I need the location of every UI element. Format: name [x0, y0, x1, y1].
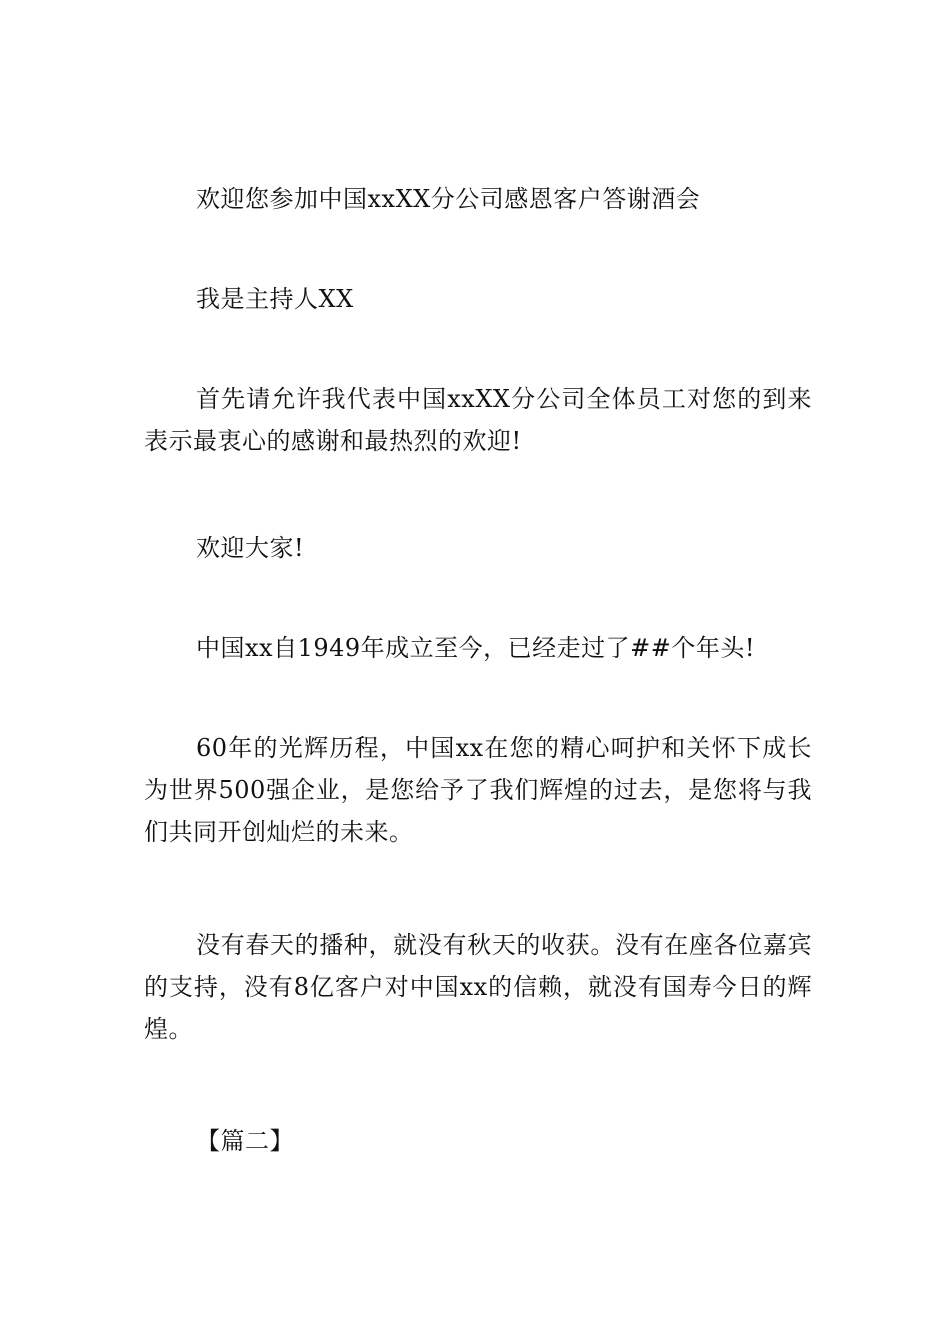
company-history-paragraph: 中国xx自1949年成立至今，已经走过了##个年头! [196, 634, 756, 662]
host-introduction-paragraph: 我是主持人XX [196, 285, 354, 313]
achievement-paragraph: 60年的光辉历程，中国xx在您的精心呵护和关怀下成长为世界500强企业，是您给予了我们辉煌的过去，是您将与我们共同开创灿烂的未来。 [144, 734, 812, 846]
welcome-paragraph: 欢迎您参加中国xxXX分公司感恩客户答谢酒会 [196, 185, 701, 213]
support-paragraph: 没有春天的播种，就没有秋天的收获。没有在座各位嘉宾的支持，没有8亿客户对中国xx的信赖，就没有国寿今日的辉煌。 [144, 931, 812, 1043]
gratitude-paragraph: 首先请允许我代表中国xxXX分公司全体员工对您的到来表示最衷心的感谢和最热烈的欢迎! [144, 385, 812, 455]
welcome-everyone-paragraph: 欢迎大家! [196, 534, 305, 562]
section-heading: 【篇二】 [196, 1127, 294, 1155]
